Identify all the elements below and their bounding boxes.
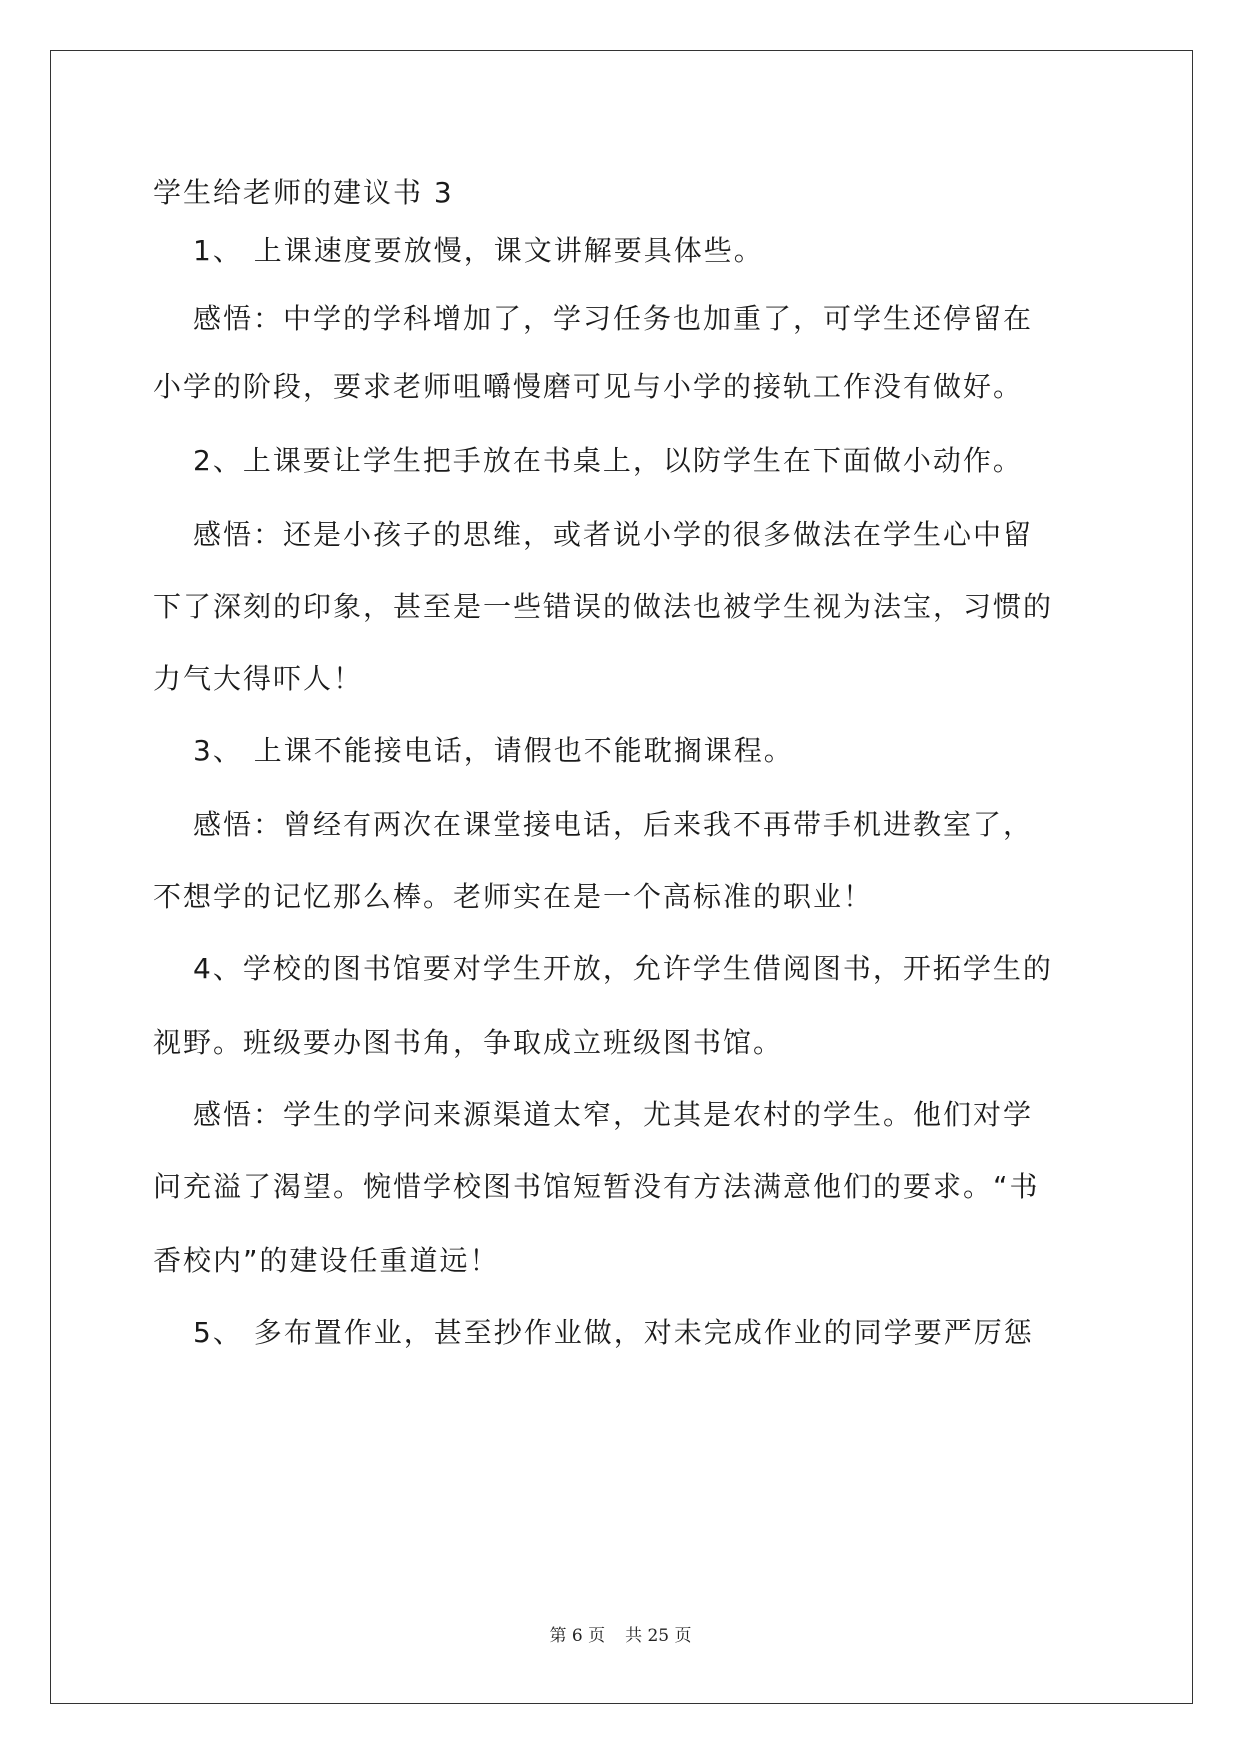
item-4-heading-line-2: 视野。班级要办图书角，争取成立班级图书馆。 <box>153 1026 784 1059</box>
item-2-reflection-line-1: 感悟：还是小孩子的思维，或者说小学的很多做法在学生心中留 <box>193 518 1034 551</box>
item-4-reflection-line-1: 感悟：学生的学问来源渠道太窄，尤其是农村的学生。他们对学 <box>193 1098 1034 1131</box>
item-1-heading: 1、 上课速度要放慢，课文讲解要具体些。 <box>193 234 764 267</box>
item-1-reflection-line-2: 小学的阶段，要求老师咀嚼慢磨可见与小学的接轨工作没有做好。 <box>153 370 1024 403</box>
item-2-reflection-line-3: 力气大得吓人！ <box>153 662 364 695</box>
item-3-reflection-line-1: 感悟：曾经有两次在课堂接电话，后来我不再带手机进教室了， <box>193 808 1034 841</box>
item-4-heading-line-1: 4、学校的图书馆要对学生开放，允许学生借阅图书，开拓学生的 <box>193 952 1053 985</box>
item-2-heading: 2、上课要让学生把手放在书桌上，以防学生在下面做小动作。 <box>193 444 1023 477</box>
item-2-reflection-line-2: 下了深刻的印象，甚至是一些错误的做法也被学生视为法宝，习惯的 <box>153 590 1054 623</box>
item-3-reflection-line-2: 不想学的记忆那么棒。老师实在是一个高标准的职业！ <box>153 880 874 913</box>
item-4-reflection-line-3: 香校内”的建设任重道远！ <box>153 1244 500 1277</box>
document-title: 学生给老师的建议书 3 <box>153 176 454 209</box>
page-footer <box>0 1624 1241 1648</box>
page-total: 共 25 页 <box>625 1626 692 1646</box>
item-3-heading: 3、 上课不能接电话，请假也不能耽搁课程。 <box>193 734 794 767</box>
item-1-reflection-line-1: 感悟：中学的学科增加了，学习任务也加重了，可学生还停留在 <box>193 302 1034 335</box>
page-number: 第 6 页 <box>549 1626 606 1646</box>
item-5-heading: 5、 多布置作业，甚至抄作业做，对未完成作业的同学要严厉惩 <box>193 1316 1034 1349</box>
item-4-reflection-line-2: 问充溢了渴望。惋惜学校图书馆短暂没有方法满意他们的要求。“书 <box>153 1170 1040 1203</box>
